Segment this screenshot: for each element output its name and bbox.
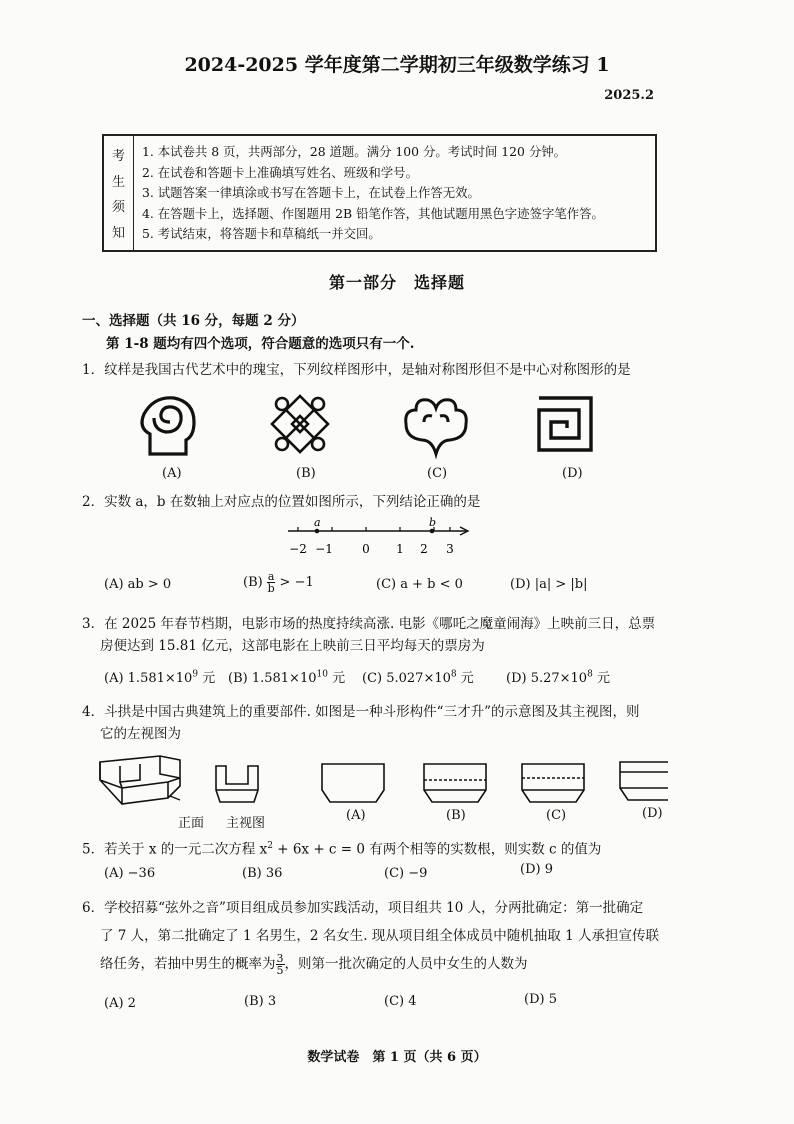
point-b bbox=[430, 529, 435, 534]
q4-label-a: (A) bbox=[346, 808, 366, 823]
notice-item: 4. 在答题卡上，选择题、作图题用 2B 铅笔作答，其他试题用黑色字迹签字笔作答。 bbox=[142, 205, 604, 221]
section-title: 一、选择题（共 16 分，每题 2 分） bbox=[82, 313, 305, 329]
tick-label: 2 bbox=[420, 542, 428, 556]
q4-option-d-figure bbox=[620, 762, 668, 800]
number-line bbox=[284, 515, 474, 560]
notice-item: 2. 在试卷和答题卡上准确填写姓名、班级和学号。 bbox=[142, 164, 418, 180]
question-2-text: 2．实数 a，b 在数轴上对应点的位置如图所示，下列结论正确的是 bbox=[82, 494, 481, 510]
q2-optB-prefix: (B) bbox=[243, 575, 263, 590]
q1-label-b: (B) bbox=[296, 466, 316, 481]
q4-label-b: (B) bbox=[446, 808, 466, 823]
question-5-text: 5．若关于 x 的一元二次方程 $x^2 + 6x + c = 0$ 有两个相等的实数根，则实数 c 的值为 bbox=[82, 841, 602, 858]
front-arrow bbox=[170, 796, 180, 800]
question-6-line-3: 络任务，若抽中男生的概率为 $\frac{3}{5}$ ，则第一批次确定的人员中女生的人数为 bbox=[100, 952, 528, 977]
q4-label-d: (D) bbox=[642, 806, 663, 821]
exam-date: 2025.2 bbox=[604, 88, 654, 103]
q4-option-b-figure bbox=[424, 764, 486, 802]
q6-option-a: (A) 2 bbox=[104, 996, 136, 1011]
tick-label: −2 bbox=[289, 542, 307, 556]
tick-label: 1 bbox=[396, 542, 404, 556]
q2-option-b bbox=[243, 571, 314, 594]
q2-option-a: (A) ab > 0 bbox=[104, 577, 172, 592]
section-subtitle: 第 1-8 题均有四个选项，符合题意的选项只有一个. bbox=[106, 336, 415, 352]
q2-option-d: (D) |a| > |b| bbox=[510, 577, 588, 592]
q1-figures bbox=[130, 392, 650, 462]
q6-option-d: (D) 5 bbox=[524, 992, 557, 1007]
q5-option-b: (B) 36 bbox=[242, 866, 283, 881]
q2-option-c: (C) a + b < 0 bbox=[376, 577, 463, 592]
notice-item: 5. 考试结束，将答题卡和草稿纸一并交回。 bbox=[142, 226, 381, 241]
question-1-text: 1．纹样是我国古代艺术中的瑰宝，下列纹样图形中，是轴对称图形但不是中心对称图形的是 bbox=[82, 362, 631, 378]
q1-label-d: (D) bbox=[562, 466, 583, 481]
q3-option-c: (C) $5.027\times 10^8$ 元 bbox=[362, 669, 474, 686]
tick-label: −1 bbox=[315, 542, 333, 556]
front-label: 正面 bbox=[178, 816, 205, 831]
exam-title: 2024-2025 学年度第二学期初三年级数学练习 1 bbox=[184, 54, 610, 76]
q1-figure-a bbox=[142, 398, 194, 454]
q2-optB-fraction bbox=[267, 571, 276, 594]
q6-option-b: (B) 3 bbox=[244, 994, 277, 1009]
q5-option-c: (C) −9 bbox=[384, 866, 428, 881]
part-title: 第一部分 选择题 bbox=[328, 273, 465, 292]
point-b-label: b bbox=[429, 516, 437, 529]
q3-option-b: (B) $1.581\times 10^{10}$ 元 bbox=[228, 669, 346, 686]
q4-option-a-figure bbox=[322, 764, 384, 802]
q5-option-a: (A) −36 bbox=[104, 866, 156, 881]
question-4-line-2: 它的左视图为 bbox=[100, 726, 181, 742]
notice-head-char: 考 bbox=[111, 149, 125, 165]
frac-numerator: a bbox=[267, 570, 275, 583]
question-6-line-2: 了 7 人，第二批确定了 1 名男生，2 名女生. 现从项目组全体成员中随机抽取 1 人承担宣传联 bbox=[100, 928, 659, 944]
frac-denominator: b bbox=[267, 582, 275, 595]
q4-option-c-figure bbox=[522, 764, 584, 802]
question-3-line-2: 房便达到 15.81 亿元，这部电影在上映前三日平均每天的票房为 bbox=[100, 638, 485, 654]
notice-head-char: 生 bbox=[111, 174, 125, 190]
q1-label-c: (C) bbox=[427, 466, 448, 481]
notice-item: 1. 本试卷共 8 页，共两部分，28 道题。满分 100 分。考试时间 120 分钟。 bbox=[142, 144, 567, 159]
tick-label: 0 bbox=[362, 542, 370, 556]
tick-label: 3 bbox=[446, 542, 454, 556]
dougong-3d bbox=[100, 756, 180, 804]
question-3-line-1: 3．在 2025 年春节档期，电影市场的热度持续高涨. 电影《哪吒之魔童闹海》上映前三日，总票 bbox=[82, 616, 656, 632]
q6-fraction: $\frac{3}{5}$ bbox=[276, 952, 284, 977]
point-a-label: a bbox=[314, 516, 321, 529]
q1-figure-b bbox=[272, 396, 328, 452]
notice-head-char: 知 bbox=[111, 225, 125, 241]
q3-option-d: (D) $5.27\times 10^8$ 元 bbox=[506, 669, 610, 686]
notice-box bbox=[102, 134, 657, 252]
q1-label-a: (A) bbox=[162, 466, 182, 481]
notice-list bbox=[134, 136, 655, 250]
notice-heading bbox=[104, 136, 134, 250]
q1-figure-d bbox=[539, 398, 591, 450]
q3-option-a: (A) $1.581\times 10^9$ 元 bbox=[104, 669, 216, 686]
notice-head-char: 须 bbox=[111, 200, 125, 216]
q6-option-c: (C) 4 bbox=[384, 994, 417, 1009]
q1-figure-c bbox=[406, 400, 467, 454]
question-6-line-1: 6．学校招募“弦外之音”项目组成员参加实践活动，项目组共 10 人，分两批确定：第一批确定 bbox=[82, 900, 644, 916]
notice-item: 3. 试题答案一律填涂或书写在答题卡上，在试卷上作答无效。 bbox=[142, 185, 480, 200]
q4-label-c: (C) bbox=[546, 808, 567, 823]
point-a bbox=[315, 529, 320, 534]
q2-optB-suffix: > −1 bbox=[279, 575, 314, 590]
page-footer: 数学试卷 第 1 页（共 6 页） bbox=[307, 1050, 487, 1065]
q5-option-d: (D) 9 bbox=[520, 862, 553, 877]
main-view bbox=[216, 766, 258, 802]
main-view-label: 主视图 bbox=[226, 816, 266, 831]
question-4-line-1: 4．斗拱是中国古典建筑上的重要部件. 如图是一种斗形构件“三才升”的示意图及其主视图，则 bbox=[82, 704, 640, 720]
